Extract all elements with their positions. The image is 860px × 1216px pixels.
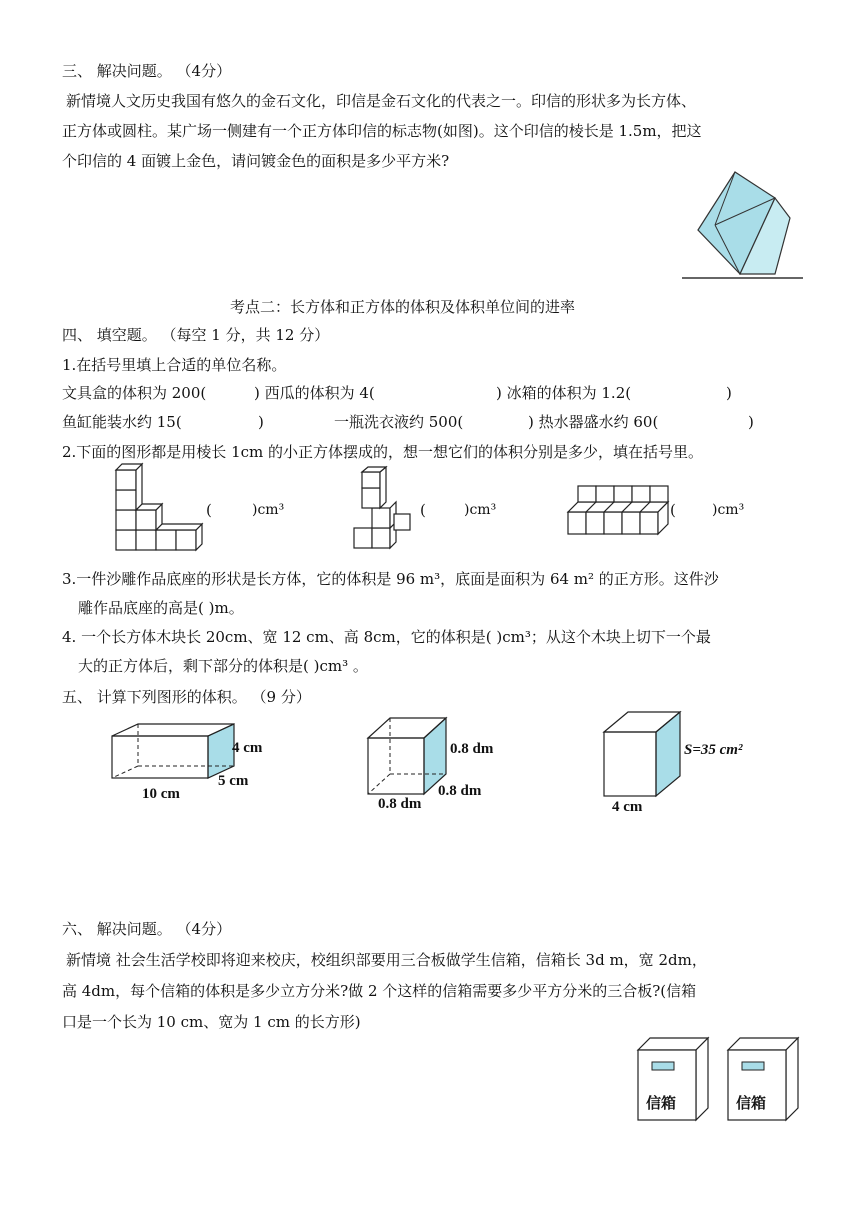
q1-item-h: ) 热水器盛水约 60( bbox=[528, 413, 659, 431]
section5-heading: 五、 计算下列图形的体积。 （9 分） bbox=[62, 688, 311, 706]
q2-blank-1-unit: )cm³ bbox=[252, 502, 285, 518]
q1-item-c: ) 冰箱的体积为 1.2( bbox=[496, 384, 632, 402]
section6-heading: 六、 解决问题。 （4分） bbox=[62, 920, 232, 938]
q1-item-f: ) bbox=[258, 413, 264, 431]
cube-stack-3 bbox=[566, 482, 666, 542]
topic2-title: 考点二：长方体和正方体的体积及体积单位间的进率 bbox=[230, 298, 576, 316]
cuboid-figure-3 bbox=[602, 710, 684, 800]
fig2-height-label: 0.8 dm bbox=[450, 741, 494, 757]
fig2-length-label: 0.8 dm bbox=[378, 796, 422, 812]
fig2-width-label: 0.8 dm bbox=[438, 783, 482, 799]
fig3-length-label: 4 cm bbox=[612, 799, 643, 815]
section3-text-3: 个印信的 4 面镀上金色，请问镀金色的面积是多少平方米? bbox=[62, 152, 450, 170]
section3-text-2: 正方体或圆柱。某广场一侧建有一个正方体印信的标志物(如图)。这个印信的棱长是 1.5m，把这 bbox=[62, 122, 702, 140]
q2-blank-3-open: ( bbox=[670, 501, 676, 519]
q2-text: 2.下面的图形都是用棱长 1cm 的小正方体摆成的，想一想它们的体积分别是多少，填在括号里。 bbox=[62, 443, 704, 461]
q1-item-i: ) bbox=[748, 413, 754, 431]
q2-blank-2-open: ( bbox=[420, 501, 426, 519]
section6-text-1: 新情境 社会生活学校即将迎来校庆，校组织部要用三合板做学生信箱，信箱长 3d m，宽 2dm， bbox=[66, 951, 707, 969]
q1-item-e: 鱼缸能装水约 15( bbox=[62, 413, 182, 431]
q1-item-b: ) 西瓜的体积为 4( bbox=[254, 384, 375, 402]
mailbox-label-2: 信箱 bbox=[736, 1094, 767, 1112]
mailbox-label-1: 信箱 bbox=[646, 1094, 677, 1112]
q2-blank-2-unit: )cm³ bbox=[464, 502, 497, 518]
q2-blank-1-open: ( bbox=[206, 501, 212, 519]
q3-text-1: 3.一件沙雕作品底座的形状是长方体，它的体积是 96 m³，底面是面积为 64 m² 的正方形。这件沙 bbox=[62, 570, 719, 588]
fig1-height-label: 4 cm bbox=[232, 740, 263, 756]
fig1-length-label: 10 cm bbox=[142, 786, 180, 802]
cube-stack-2 bbox=[352, 472, 416, 554]
q1-item-g: 一瓶洗衣液约 500( bbox=[334, 413, 464, 431]
fig1-width-label: 5 cm bbox=[218, 773, 249, 789]
q1-text: 1.在括号里填上合适的单位名称。 bbox=[62, 356, 287, 374]
q1-item-d: ) bbox=[726, 384, 732, 402]
cube-stack-1 bbox=[108, 468, 208, 554]
section6-text-3: 口是一个长为 10 cm、宽为 1 cm 的长方形) bbox=[62, 1013, 361, 1031]
q4-text-1: 4. 一个长方体木块长 20cm、宽 12 cm、高 8cm，它的体积是( )cm³；从这个木块上切下一个最 bbox=[62, 628, 711, 646]
q3-text-2: 雕作品底座的高是( )m。 bbox=[78, 599, 244, 617]
q4-text-2: 大的正方体后，剩下部分的体积是( )cm³ 。 bbox=[78, 657, 368, 675]
section3-text-1: 新情境人文历史我国有悠久的金石文化，印信是金石文化的代表之一。印信的形状多为长方体、 bbox=[66, 92, 697, 110]
section6-text-2: 高 4dm，每个信箱的体积是多少立方分米?做 2 个这样的信箱需要多少平方分米的三合板?(信箱 bbox=[62, 982, 697, 1000]
q2-blank-3-unit: )cm³ bbox=[712, 502, 745, 518]
section4-heading: 四、 填空题。 （每空 1 分，共 12 分） bbox=[62, 326, 330, 344]
seal-cube-figure bbox=[680, 170, 805, 282]
q1-item-a: 文具盒的体积为 200( bbox=[62, 384, 207, 402]
fig3-area-label: S=35 cm² bbox=[684, 742, 743, 758]
section3-heading: 三、 解决问题。 （4分） bbox=[62, 62, 232, 80]
